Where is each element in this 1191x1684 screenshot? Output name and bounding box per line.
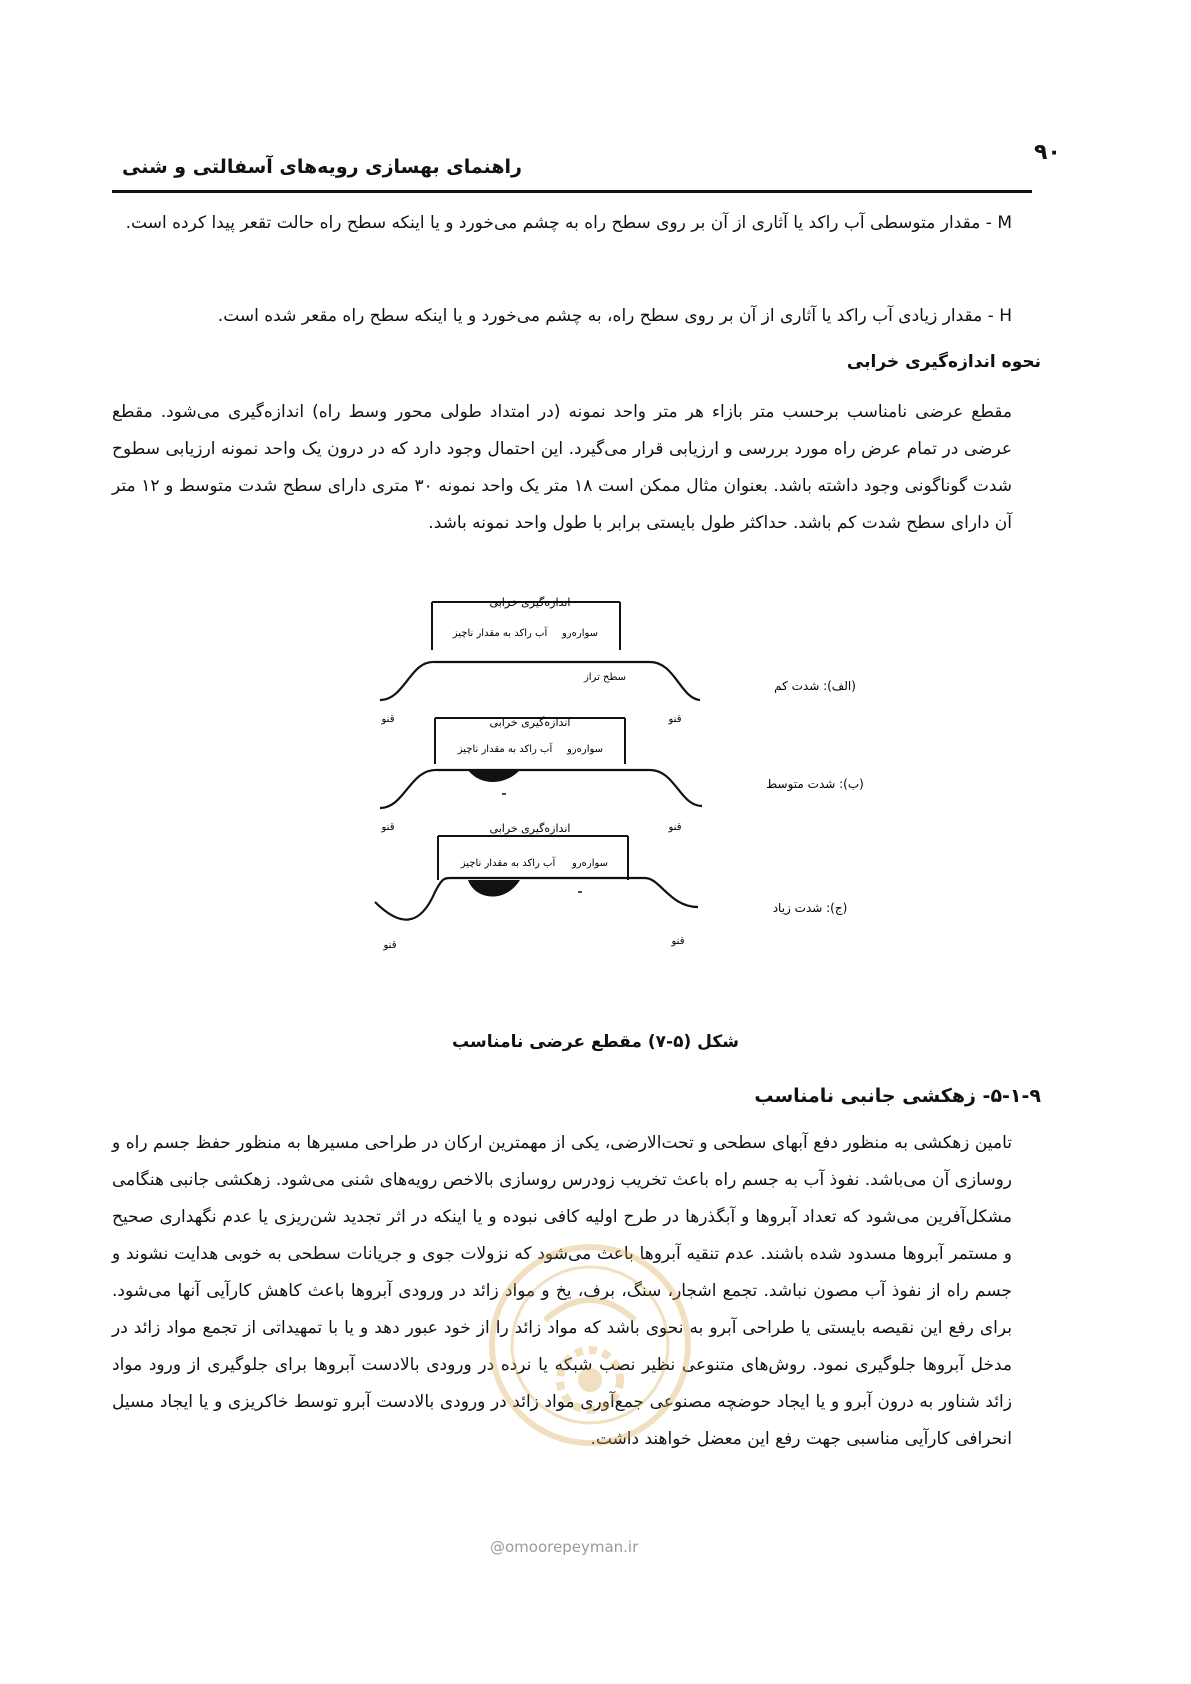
panel-1-lane-label: سواره‌رو xyxy=(561,628,599,639)
panel-1-severity-label: (الف): شدت کم xyxy=(774,679,856,693)
paragraph-m-level: M - مقدار متوسطی آب راکد یا آثاری از آن بر روی سطح راه به چشم می‌خورد و یا اینکه سطح راه حالت تقعر پیدا کرده است. xyxy=(125,213,1012,233)
panel-3-ditch-right: قنو xyxy=(671,936,685,947)
header-rule xyxy=(112,190,1032,193)
page-header xyxy=(112,140,1061,190)
panel-1-measure-label: اندازه‌گیری خرابی xyxy=(489,596,571,609)
panel-medium-severity xyxy=(380,716,864,833)
figure-caption: شکل (۵-۷) مقطع عرضی نامناسب xyxy=(452,1032,739,1052)
page-number: ۹۰ xyxy=(1034,140,1061,165)
paragraph-measurement: مقطع عرضی نامناسب برحسب متر بازاء هر متر واحد نمونه (در امتداد طولی محور وسط راه) اندازه‌گیری می‌شود. مقطع عرضی در تمام عرض راه مورد بررسی و ارزیابی قرار می‌گیرد. این احتمال وجود دارد که در درون یک واحد نمونه ارزیابی سطوح شدت گوناگونی وجود داشته باشد. بعنوان مثال ممکن است ۱۸ متر یک واحد نمونه ۳۰ متری دارای سطح شدت متوسط و ۱۲ متر آن دارای سطح شدت کم باشد. حداکثر طول بایستی برابر با طول واحد نمونه باشد. xyxy=(112,402,1012,533)
panel-2-water-label: آب راکد به مقدار ناچیز xyxy=(457,744,553,755)
watermark-url: @omoorepeyman.ir xyxy=(490,1538,639,1556)
panel-2-severity-label: (ب): شدت متوسط xyxy=(766,777,864,791)
panel-3-water-label: آب راکد به مقدار ناچیز xyxy=(460,858,556,869)
watermark-logo xyxy=(485,1240,695,1450)
panel-3-ditch-left: قنو xyxy=(383,940,397,951)
panel-2-ditch-left: قنو xyxy=(381,822,395,833)
section-heading: ۵-۱-۹- زهکشی جانبی نامناسب xyxy=(754,1085,1041,1107)
paragraph-h-level: H - مقدار زیادی آب راکد یا آثاری از آن بر روی سطح راه، به چشم می‌خورد و یا اینکه سطح راه مقعر شده است. xyxy=(217,306,1012,326)
paragraph-section-body: تامین زهکشی به منظور دفع آبهای سطحی و تحت‌الارضی، یکی از مهمترین ارکان در طراحی مسیرها به منظور حفظ جسم راه و روسازی آن می‌باشد. نفوذ آب به جسم راه باعث تخریب زودرس روسازی بالاخص رویه‌های شنی می‌شود. زهکشی جانبی هنگامی مشکل‌آفرین می‌شود که تعداد آبروها و آبگذرها در طرح اولیه کافی نبوده و یا اینکه در اثر تجدید شن‌ریزی یا عدم نگهداری صحیح و مستمر آبروها مسدود شده باشند. عدم تنقیه آبروها باعث می‌شود که نزولات جوی و جریانات سطحی به خوبی هدایت نشوند و جسم راه از نفوذ آب مصون نباشد. تجمع اشجار، سنگ، برف، یخ و مواد زائد در ورودی آبروها باعث کاهش کارآیی آنها می‌شود. برای رفع این نقیصه بایستی یا طراحی آبرو به نحوی باشد که مواد زائد را از خود عبور دهد و یا با تمهیداتی از تجمع مواد زائد در مدخل آبروها جلوگیری نمود. روش‌های متنوعی نظیر نصب شبکه یا نرده در ورودی بالادست آبروها برای جلوگیری از ورود مواد زائد شناور به درون آبرو و یا ایجاد حوضچه مصنوعی جمع‌آوری مواد زائد در ورودی بالادست آبرو توسط خاکریزی و یا ایجاد مسیل انحرافی کارآیی مناسبی جهت رفع این معضل خواهند داشت. xyxy=(112,1133,1012,1449)
panel-1-ditch-left: قنو xyxy=(381,714,395,725)
measurement-heading: نحوه اندازه‌گیری خرابی xyxy=(846,352,1041,372)
panel-3-severity-label: (ج): شدت زیاد xyxy=(772,901,848,915)
panel-2-measure-label: اندازه‌گیری خرابی xyxy=(489,716,571,729)
panel-3-lane-label: سواره‌رو xyxy=(571,858,609,869)
cross-section-figure xyxy=(380,596,900,990)
panel-3-measure-label: اندازه‌گیری خرابی xyxy=(489,822,571,835)
panel-1-ditch-right: قنو xyxy=(668,714,682,725)
panel-2-lane-label: سواره‌رو xyxy=(566,744,604,755)
panel-high-severity xyxy=(375,822,847,951)
panel-2-ditch-right: قنو xyxy=(668,822,682,833)
panel-1-surface-label: سطح تراز xyxy=(583,672,627,683)
panel-low-severity xyxy=(380,596,856,725)
panel-1-water-label: آب راکد به مقدار ناچیز xyxy=(452,628,548,639)
running-title: راهنمای بهسازی رویه‌های آسفالتی و شنی xyxy=(122,156,522,178)
